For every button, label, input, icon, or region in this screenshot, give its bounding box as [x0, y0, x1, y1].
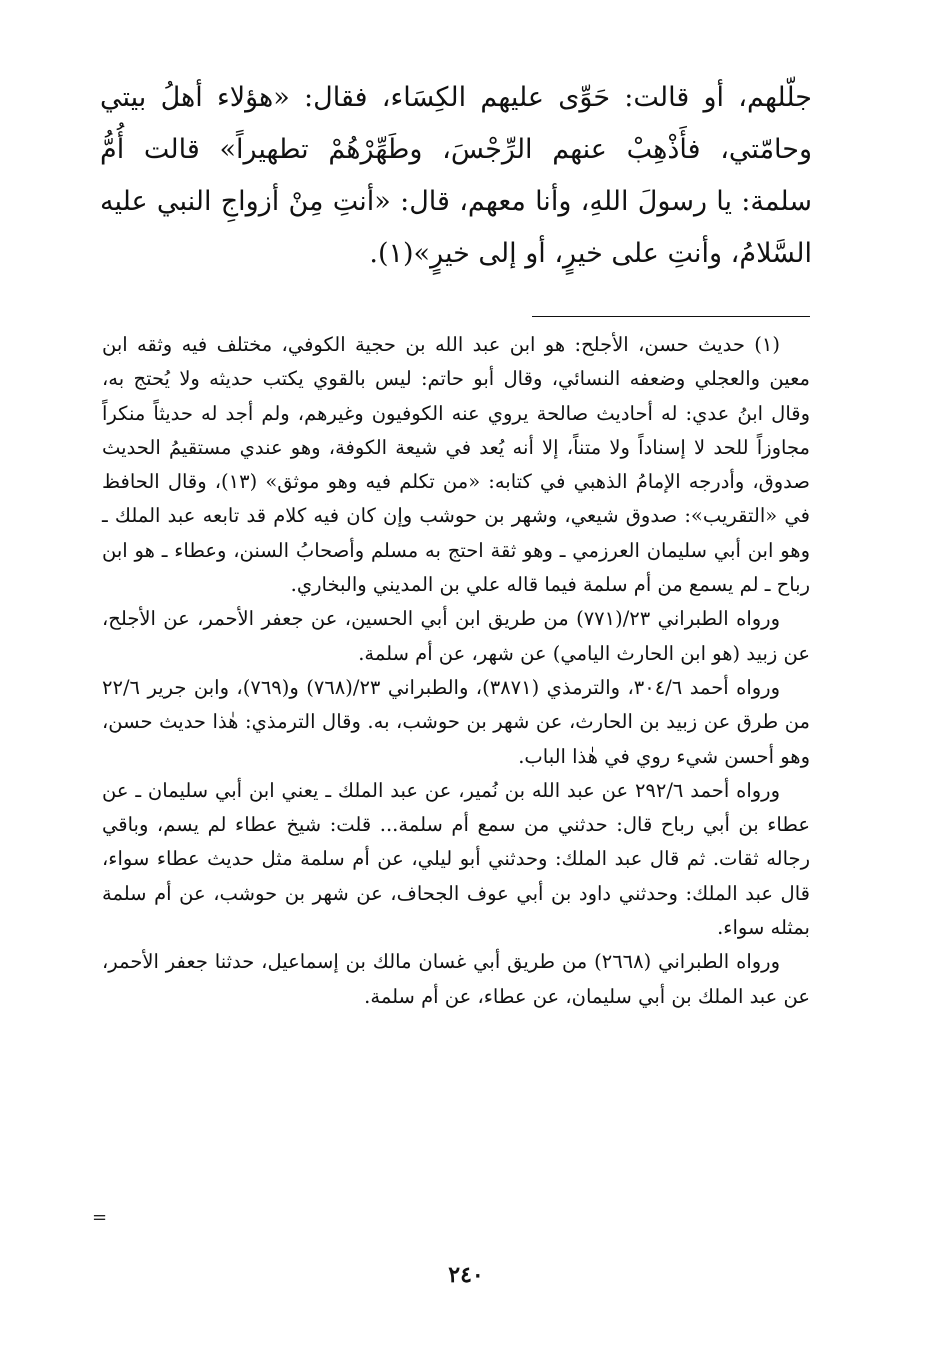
footnotes-block — [102, 328, 810, 1014]
footnote-paragraph: ورواه أحمد ٣٠٤/٦، والترمذي (٣٨٧١)، والطبراني ٢٣/(٧٦٨) و(٧٦٩)، وابن جرير ٢٢/٦ من طرق عن زبيد بن الحارث، عن شهر بن حوشب، به. وقال الترمذي: هٰذا حديث حسن، وهو أحسن شيء روي في هٰذا الباب. — [102, 675, 810, 768]
continuation-mark: = — [92, 1207, 108, 1228]
main-text-block — [100, 72, 812, 280]
page-number: ٢٤٠ — [448, 1262, 484, 1288]
footnote-paragraph: (١) حديث حسن، الأجلح: هو ابن عبد الله بن حجية الكوفي، مختلف فيه وثقه ابن معين والعجلي وضعفه النسائي، وقال أبو حاتم: ليس بالقوي يكتب حديثه ولا يُحتج به، وقال ابنُ عدي: له أحاديث صالحة يروي عنه الكوفيون وغيرهم، ولم أجد له حديثاً منكراً مجاوزاً للحد لا إسناداً ولا متناً، إلا أنه يُعد في شيعة الكوفة، وهو عندي مستقيمُ الحديث صدوق، وأدرجه الإمامُ الذهبي في كتابه: «من تكلم فيه وهو موثق» (١٣)، وقال الحافظ في «التقريب»: صدوق شيعي، وشهر بن حوشب وإن كان فيه كلام قد تابعه عبد الملك ـ وهو ابن أبي سليمان العرزمي ـ وهو ثقة احتج به مسلم وأصحابُ السنن، وعطاء ـ هو ابن رباح ـ لم يسمع من أم سلمة فيما قاله علي بن المديني والبخاري. — [102, 333, 810, 597]
footnote-separator — [532, 316, 810, 317]
footnote-paragraph: ورواه الطبراني (٢٦٦٨) من طريق أبي غسان مالك بن إسماعيل، حدثنا جعفر الأحمر، عن عبد الملك بن أبي سليمان، عن عطاء، عن أم سلمة. — [102, 950, 810, 1008]
main-paragraph: جلّلهم، أو قالت: حَوِّى عليهم الكِسَاء، فقال: «هؤلاء أهلُ بيتي وحامّتي، فأَذْهِبْ عنهم الرِّجْسَ، وطَهِّرْهُمْ تطهيراً» قالت أُمُّ سلمة: يا رسولَ اللهِ، وأنا معهم، قال: «أنتِ مِنْ أزواجِ النبي عليه السَّلامُ، وأنتِ على خيرٍ، أو إلى خيرٍ»(١). — [100, 82, 812, 269]
footnote-paragraph: ورواه الطبراني ٢٣/(٧٧١) من طريق ابن أبي الحسين، عن جعفر الأحمر، عن الأجلح، عن زبيد (هو ابن الحارث اليامي) عن شهر، عن أم سلمة. — [102, 607, 810, 665]
footnote-paragraph: ورواه أحمد ٢٩٢/٦ عن عبد الله بن نُمير، عن عبد الملك ـ يعني ابن أبي سليمان ـ عن عطاء بن أبي رباح قال: حدثني من سمع أم سلمة... قلت: شيخ عطاء لم يسم، وباقي رجاله ثقات. ثم قال عبد الملك: وحدثني أبو ليلي، عن أم سلمة مثل حديث عطاء سواء، قال عبد الملك: وحدثني داود بن أبي عوف الجحاف، عن شهر بن حوشب، عن أم سلمة بمثله سواء. — [102, 778, 810, 940]
